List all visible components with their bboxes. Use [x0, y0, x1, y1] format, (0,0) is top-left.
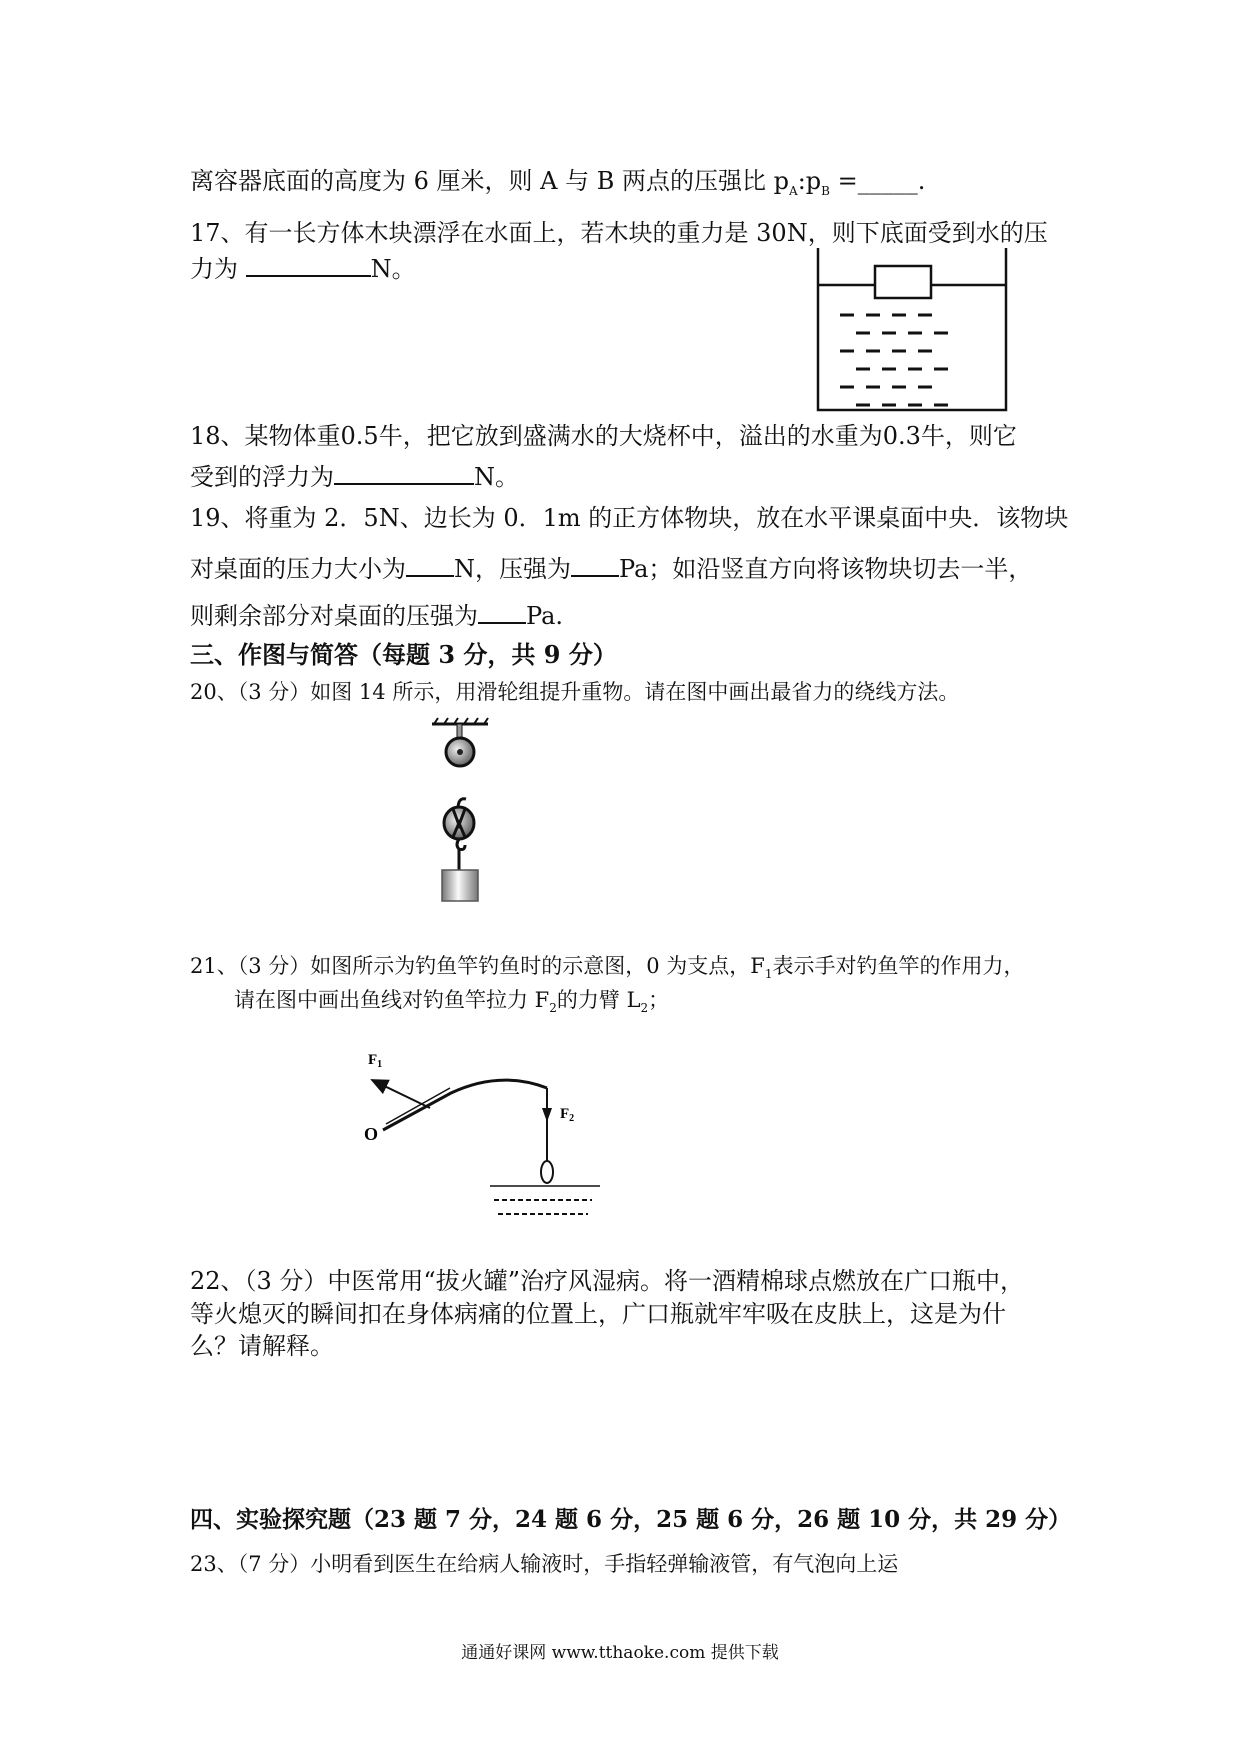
q21-text: 21、（3 分）如图所示为钓鱼竿钓鱼时的示意图，0 为支点，F [190, 954, 765, 978]
fish-icon [541, 1161, 553, 1183]
q19-text: 对桌面的压力大小为 [190, 555, 406, 583]
f2-letter: F [560, 1106, 570, 1122]
q18-unit: N。 [474, 463, 519, 491]
section-3-heading: 三、作图与简答（每题 3 分，共 9 分） [190, 640, 617, 669]
subscript: 2 [549, 1001, 557, 1016]
q16-text: 离容器底面的高度为 6 厘米，则 A 与 B 两点的压强比 [190, 167, 774, 195]
q17-line1: 17、有一长方体木块漂浮在水面上，若木块的重力是 30N，则下底面受到水的压 [190, 219, 1048, 247]
f1-subscript: 1 [377, 1059, 383, 1070]
q20-text: 20、（3 分）如图 14 所示，用滑轮组提升重物。请在图中画出最省力的绕线方法。 [190, 680, 960, 704]
q21-text: ； [648, 988, 670, 1012]
footer-source: 通通好课网 www.tthaoke.com 提供下载 [461, 1643, 779, 1663]
q18-line1: 18、某物体重0.5牛，把它放到盛满水的大烧杯中，溢出的水重为0.3牛，则它 [190, 422, 1017, 450]
q21-text: 表示手对钓鱼竿的作用力， [772, 954, 1025, 978]
q19-text: Pa. [526, 602, 564, 630]
ratio-colon: : [797, 167, 806, 195]
subscript-b: B [821, 183, 830, 198]
f2-subscript: 2 [569, 1113, 575, 1124]
fishing-rod [383, 1080, 547, 1130]
section-4-heading: 四、实验探究题（23 题 7 分，24 题 6 分，25 题 6 分，26 题 10 分，共 29 分） [190, 1506, 1072, 1533]
subscript-a: A [789, 183, 798, 198]
force-f1-arrow [372, 1080, 430, 1108]
pressure-symbol: p [805, 167, 822, 195]
q17-text: 力为 [190, 255, 246, 283]
subscript: 1 [764, 967, 773, 982]
f1-letter: F [368, 1052, 378, 1068]
answer-blank: =_____. [829, 167, 926, 195]
q18-text: 受到的浮力为 [190, 463, 334, 491]
subscript: 2 [640, 1001, 649, 1016]
q19-text: Pa；如沿竖直方向将该物块切去一半， [619, 555, 1033, 583]
q22-line1: 22、（3 分）中医常用“拔火罐”治疗风湿病。将一酒精棉球点燃放在广口瓶中， [190, 1267, 1024, 1295]
q21-text: 请在图中画出鱼线对钓鱼竿拉力 F [234, 988, 550, 1012]
force-f2-label [560, 1106, 574, 1124]
q21-text: 的力臂 L [556, 988, 641, 1012]
pivot-label-o: O [364, 1124, 379, 1144]
force-f2-arrowhead [542, 1108, 552, 1122]
q22-line3: 么？请解释。 [190, 1332, 334, 1360]
q19-line1: 19、将重为 2．5N、边长为 0．1m 的正方体物块，放在水平课桌面中央．该物块 [190, 504, 1069, 532]
force-f1-label [368, 1052, 382, 1070]
q23-text: 23、（7 分）小明看到医生在给病人输液时，手指轻弹输液管，有气泡向上运 [190, 1552, 899, 1576]
q22-line2: 等火熄灭的瞬间扣在身体病痛的位置上，广口瓶就牢牢吸在皮肤上，这是为什 [190, 1300, 1006, 1328]
q19-text: 则剩余部分对桌面的压强为 [190, 602, 478, 630]
q19-text: N，压强为 [454, 555, 571, 583]
pressure-symbol: p [773, 167, 790, 195]
q17-unit: N。 [370, 255, 416, 283]
